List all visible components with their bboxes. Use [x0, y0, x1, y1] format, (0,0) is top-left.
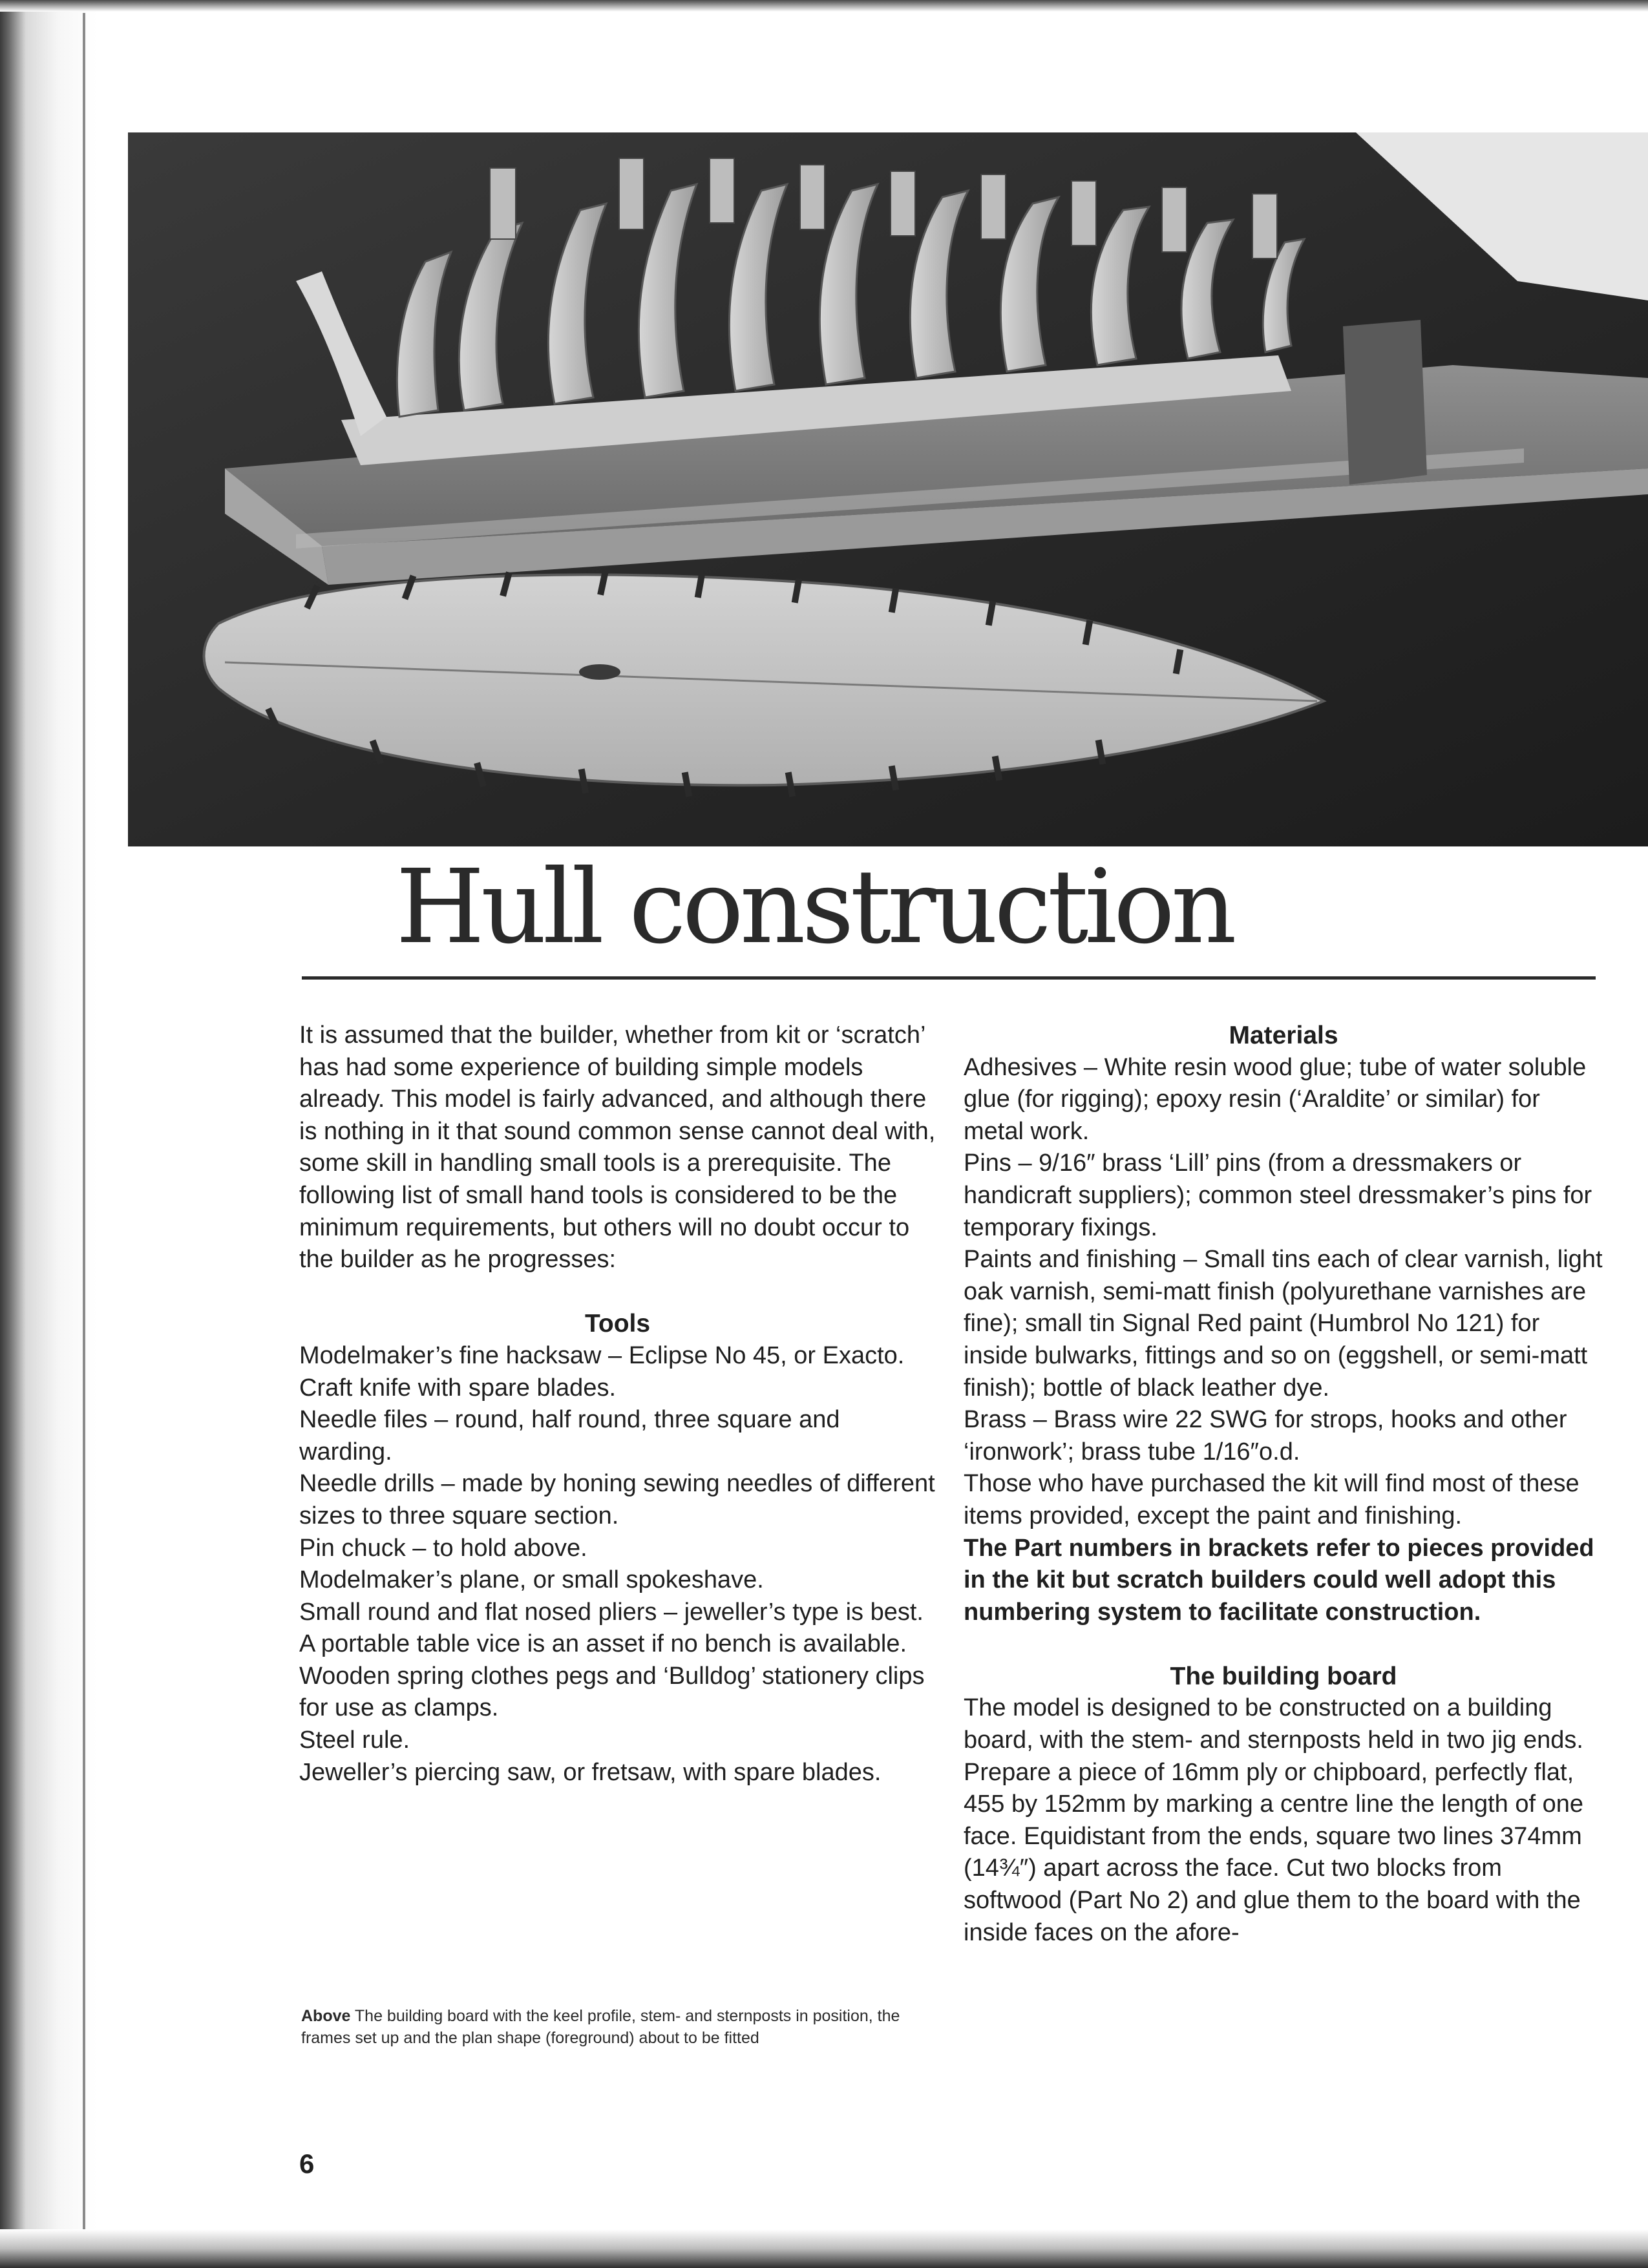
tool-item: Needle drills – made by honing sewing needles of different sizes to three square section. [299, 1470, 935, 1529]
tool-item: Jeweller’s piercing saw, or fretsaw, with spare blades. [299, 1758, 882, 1786]
caption-label: Above [301, 2007, 351, 2025]
page-edge [83, 13, 85, 2249]
tool-item: Wooden spring clothes pegs and ‘Bulldog’ stationery clips for use as clamps. [299, 1662, 925, 1722]
caption-text: The building board with the keel profile, stem- and sternposts in position, the frames set up and the plan shape (foreground) about to be fitted [301, 2007, 900, 2047]
part-numbers-note: The Part numbers in brackets refer to pieces provided in the kit but scratch builders could well adopt this numbering system to facilitate construction. [964, 1534, 1594, 1626]
material-item: Brass – Brass wire 22 SWG for strops, hooks and other ‘ironwork’; brass tube 1/16″o.d. [964, 1406, 1567, 1465]
materials-heading: Materials [1229, 1022, 1338, 1049]
material-item: Pins – 9/16″ brass ‘Lill’ pins (from a dressmakers or handicraft suppliers); common steel dressmaker’s pins for temporary fixings. [964, 1150, 1592, 1241]
material-item: Those who have purchased the kit will find most of these items provided, except the paint and finishing. [964, 1470, 1579, 1529]
tool-item: Modelmaker’s fine hacksaw – Eclipse No 45, or Exacto. [299, 1341, 905, 1369]
page-bottom-shadow [0, 2229, 1648, 2268]
tool-item: A portable table vice is an asset if no bench is available. [299, 1630, 907, 1658]
page-title: Hull construction [396, 848, 1233, 967]
tool-item: Needle files – round, half round, three square and warding. [299, 1406, 840, 1465]
title-divider [302, 976, 1596, 980]
page-number: 6 [299, 2148, 315, 2179]
photo-illustration [128, 132, 1648, 846]
intro-paragraph: It is assumed that the builder, whether from kit or ‘scratch’ has had some experience of building simple models already. This model is fairly advanced, and although there is nothing in it that sound common sense cannot deal with, some skill in handling small tools is a prerequisite. The following list of small hand tools is considered to be the minimum requirements, but others will no doubt occur to the builder as he progresses: [299, 1022, 936, 1274]
tool-item: Steel rule. [299, 1727, 410, 1754]
tools-heading: Tools [584, 1310, 651, 1338]
tool-item: Modelmaker’s plane, or small spokeshave. [299, 1566, 764, 1594]
building-board-photo [128, 132, 1648, 846]
material-item: Paints and finishing – Small tins each of clear varnish, light oak varnish, semi-matt finish (polyurethane varnishes are fine); small tin Signal Red paint (Humbrol No 121) for inside bulwarks, fittings and so on (eggshell, or semi-matt finish); bottle of black leather dye. [964, 1246, 1603, 1402]
right-column [964, 1020, 1603, 1949]
left-column [299, 1020, 936, 1789]
tool-item: Pin chuck – to hold above. [299, 1534, 587, 1562]
building-board-heading: The building board [1170, 1662, 1397, 1690]
material-item: Adhesives – White resin wood glue; tube of water soluble glue (for rigging); epoxy resin (‘Araldite’ or similar) for metal work. [964, 1053, 1587, 1145]
page-top-shadow [0, 0, 1648, 12]
tool-item: Small round and flat nosed pliers – jeweller’s type is best. [299, 1598, 924, 1626]
building-board-paragraph: The model is designed to be constructed on a building board, with the stem- and sternposts held in two jig ends. Prepare a piece of 16mm ply or chipboard, perfectly flat, 455 by 152mm by marking a centre line the length of one face. Equidistant from the ends, square two lines 374mm (14¾″) apart across the face. Cut two blocks from softwood (Part No 2) and glue them to the board with the inside faces on the afore- [964, 1694, 1584, 1946]
tool-item: Craft knife with spare blades. [299, 1374, 617, 1402]
photo-caption [301, 2005, 931, 2049]
jig-block [1343, 320, 1427, 485]
